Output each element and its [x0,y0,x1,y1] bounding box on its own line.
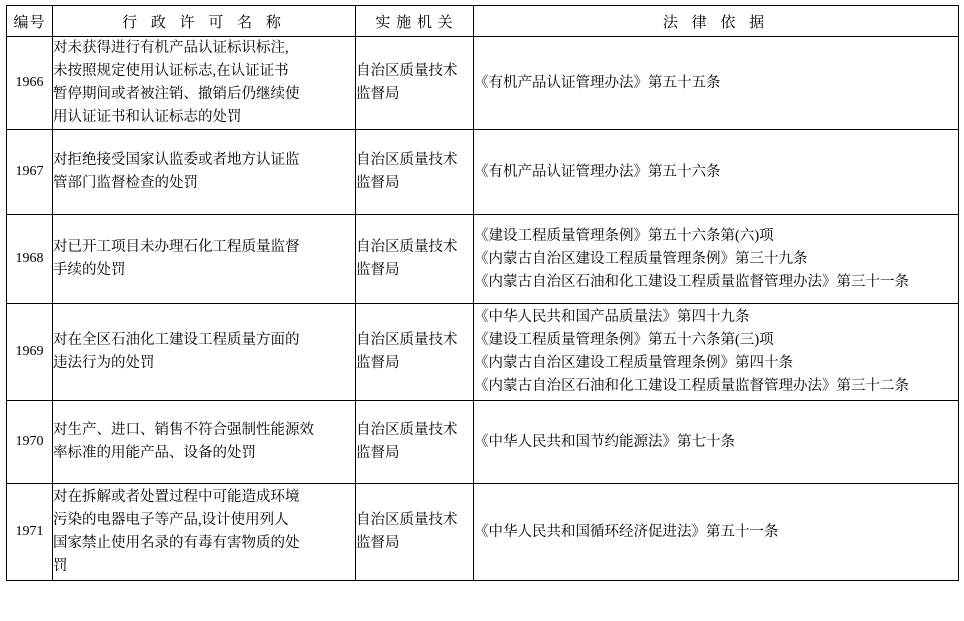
column-header-number: 编号 [7,6,53,37]
legal-basis-line: 《建设工程质量管理条例》第五十六条第(六)项 [474,227,774,244]
row-legal-basis [474,304,959,401]
table-body [7,37,959,581]
permit-name-line: 率标准的用能产品、设备的处罚 [53,445,256,461]
organ-line: 自治区质量技术 [356,512,458,528]
row-organ [356,484,474,581]
row-number: 1970 [7,401,53,484]
organ-line: 自治区质量技术 [356,422,458,438]
table-header [7,6,959,37]
row-organ [356,304,474,401]
legal-basis-line: 《中华人民共和国产品质量法》第四十九条 [474,309,750,325]
row-permit-name [53,484,356,581]
permit-name-line: 国家禁止使用名录的有毒有害物质的处 [53,535,300,551]
table-row [7,215,959,304]
permit-name-line: 违法行为的处罚 [53,355,155,371]
organ-line: 监督局 [356,535,400,551]
organ-line: 监督局 [356,355,400,371]
table-row [7,304,959,401]
permit-name-line: 对未获得进行有机产品认证标识标注, [53,40,289,56]
row-organ [356,215,474,304]
permit-name-line: 手续的处罚 [53,262,126,278]
row-number: 1966 [7,37,53,130]
row-permit-name [53,304,356,401]
permit-name-line: 污染的电器电子等产品,设计使用列人 [53,512,289,528]
row-number: 1968 [7,215,53,304]
permit-name-line: 用认证证书和认证标志的处罚 [53,109,242,125]
legal-basis-line: 《有机产品认证管理办法》第五十六条 [474,163,721,180]
legal-basis-line: 《中华人民共和国循环经济促进法》第五十一条 [474,523,779,540]
row-permit-name [53,215,356,304]
row-organ [356,130,474,215]
permit-name-line: 对拒绝接受国家认监委或者地方认证监 [53,152,300,168]
legal-basis-line: 《内蒙古自治区石油和化工建设工程质量监督管理办法》第三十一条 [474,273,909,290]
table-row [7,484,959,581]
table-row [7,37,959,130]
row-organ [356,37,474,130]
row-permit-name [53,130,356,215]
legal-basis-line: 《内蒙古自治区建设工程质量管理条例》第三十九条 [474,250,808,267]
organ-line: 监督局 [356,262,400,278]
permit-name-line: 对在全区石油化工建设工程质量方面的 [53,332,300,348]
row-legal-basis [474,215,959,304]
row-legal-basis [474,37,959,130]
row-number: 1969 [7,304,53,401]
permit-name-line: 管部门监督检查的处罚 [53,175,198,191]
table-header-row [7,6,959,37]
organ-line: 自治区质量技术 [356,152,458,168]
legal-basis-line: 《内蒙古自治区石油和化工建设工程质量监督管理办法》第三十二条 [474,378,909,394]
row-legal-basis [474,130,959,215]
column-header-organ: 实 施 机 关 [356,6,474,37]
row-number: 1971 [7,484,53,581]
column-header-name: 行 政 许 可 名 称 [53,6,356,37]
organ-line: 自治区质量技术 [356,332,458,348]
permit-name-line: 对已开工项目未办理石化工程质量监督 [53,239,300,255]
column-header-basis: 法 律 依 据 [474,6,959,37]
legal-basis-line: 《建设工程质量管理条例》第五十六条第(三)项 [474,332,774,348]
permit-name-line: 对生产、进口、销售不符合强制性能源效 [53,422,314,438]
organ-line: 监督局 [356,86,400,102]
permit-name-line: 未按照规定使用认证标志,在认证证书 [53,63,289,79]
row-legal-basis [474,401,959,484]
row-number: 1967 [7,130,53,215]
legal-basis-line: 《有机产品认证管理办法》第五十五条 [474,74,721,91]
organ-line: 自治区质量技术 [356,63,458,79]
row-permit-name [53,401,356,484]
organ-line: 监督局 [356,175,400,191]
legal-basis-line: 《内蒙古自治区建设工程质量管理条例》第四十条 [474,355,793,371]
legal-basis-line: 《中华人民共和国节约能源法》第七十条 [474,433,735,450]
permit-name-line: 罚 [53,558,68,574]
organ-line: 监督局 [356,445,400,461]
row-legal-basis [474,484,959,581]
permit-name-line: 对在拆解或者处置过程中可能造成环境 [53,489,300,505]
administrative-permit-table [6,5,959,581]
permit-name-line: 暂停期间或者被注销、撤销后仍继续使 [53,86,300,102]
table-row [7,130,959,215]
row-permit-name [53,37,356,130]
table-row [7,401,959,484]
row-organ [356,401,474,484]
organ-line: 自治区质量技术 [356,239,458,255]
